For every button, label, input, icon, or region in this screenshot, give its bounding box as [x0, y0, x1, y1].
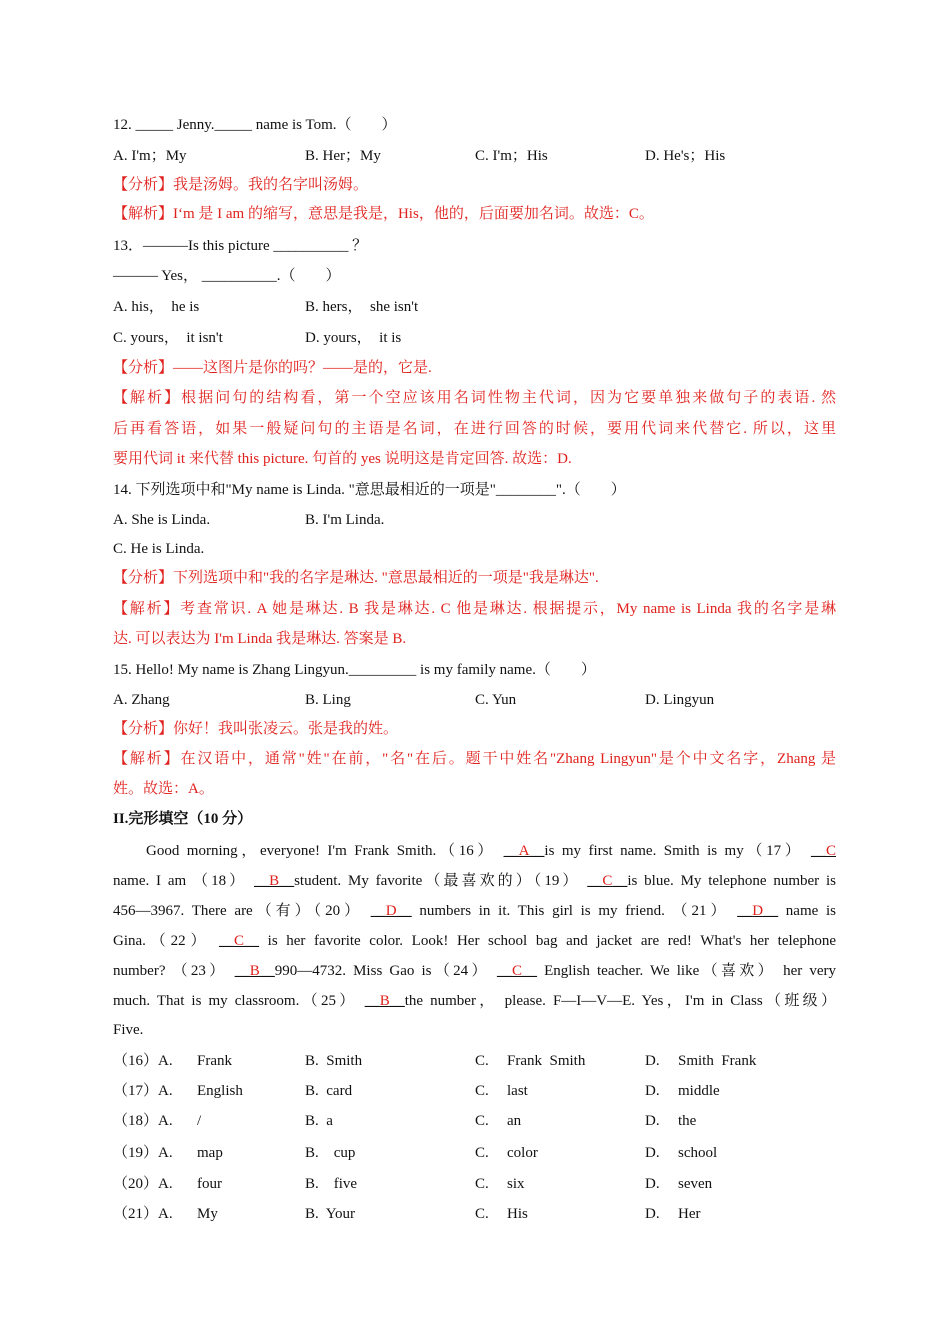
- answer-18: B: [269, 873, 280, 889]
- blank-23: __B__: [234, 963, 275, 979]
- cloze-option-18-num: （18）A.: [113, 1113, 173, 1129]
- cloze-text: the number， please. F—I—V—E. Yes，I'm in Class（班级）: [404, 993, 837, 1009]
- q14-explanation: 【解析】考查常识. A 她是琳达. B 我是琳达. C 他是琳达. 根据提示，My name is Linda 我的名字是琳: [113, 601, 836, 617]
- cloze-option-16-num: （16）A.: [113, 1053, 173, 1069]
- blank-19: __C__: [587, 873, 628, 889]
- cloze-text: English teacher. We like（喜欢） her very: [536, 963, 837, 979]
- q15-option-d: D. Lingyun: [645, 692, 715, 708]
- q13-option-c: C. yours， it isn't: [113, 330, 223, 346]
- cloze-option-17-a: English: [197, 1083, 243, 1099]
- q14-option-a: A. She is Linda.: [113, 512, 211, 528]
- cloze-option-16-a: Frank: [197, 1053, 232, 1069]
- blank-20: __D__: [370, 903, 412, 919]
- cloze-option-20-a: four: [197, 1176, 222, 1192]
- q13-option-d: D. yours， it is: [305, 330, 402, 346]
- cloze-option-21-num: （21）A.: [113, 1206, 173, 1222]
- cloze-option-21-c: C.: [475, 1206, 489, 1222]
- cloze-option-17-c: C.: [475, 1083, 489, 1099]
- blank-17: __C: [810, 843, 836, 859]
- q14-stem: 14. 下列选项中和"My name is Linda. "意思最相近的一项是"________".（ ）: [113, 482, 626, 498]
- q12-analysis: 【分析】我是汤姆。我的名字叫汤姆。: [113, 177, 369, 193]
- q13-explanation: 后再看答语，如果一般疑问句的主语是名词，在进行回答的时候，要用代词来代替它. 所以，这里: [113, 421, 836, 437]
- cloze-option-17-num: （17）A.: [113, 1083, 173, 1099]
- cloze-option-20-b: B. five: [305, 1176, 358, 1192]
- cloze-option-19-dv: school: [678, 1145, 718, 1161]
- cloze-text: 456—3967. There are（有）（20）: [113, 903, 364, 919]
- cloze-option-19-d: D.: [645, 1145, 660, 1161]
- cloze-text: Gina.（22）: [113, 933, 211, 949]
- cloze-option-19-b: B. cup: [305, 1145, 356, 1161]
- answer-21: D: [752, 903, 764, 919]
- q13-stem: 13．———Is this picture __________ ？: [113, 238, 368, 254]
- cloze-option-16-d: D.: [645, 1053, 660, 1069]
- cloze-text: name is: [778, 903, 837, 919]
- blank-21: __D__: [737, 903, 779, 919]
- q13-stem-answer: ——— Yes， __________.（ ）: [113, 268, 341, 284]
- q13-analysis: 【分析】——这图片是你的吗？——是的，它是.: [113, 360, 432, 376]
- cloze-text: is her favorite color. Look! Her school bag and jacket are red! What's her telephone: [259, 933, 836, 949]
- cloze-option-18-cv: an: [507, 1113, 522, 1129]
- cloze-text: Good morning，everyone! I'm Frank Smith.（16）: [146, 843, 497, 859]
- cloze-text: 990—4732. Miss Gao is（24）: [274, 963, 490, 979]
- answer-25: B: [379, 993, 390, 1009]
- cloze-option-20-cv: six: [507, 1176, 525, 1192]
- q14-explanation: 达. 可以表达为 I'm Linda 我是琳达. 答案是 B.: [113, 631, 407, 647]
- cloze-option-19-c: C.: [475, 1145, 489, 1161]
- section-title: II.完形填空（10 分）: [113, 811, 253, 827]
- answer-17: C: [825, 843, 836, 859]
- cloze-option-17-dv: middle: [678, 1083, 720, 1099]
- answer-20: D: [385, 903, 397, 919]
- q12-stem: 12. _____ Jenny._____ name is Tom.（ ）: [113, 117, 397, 133]
- cloze-option-16-c: C.: [475, 1053, 489, 1069]
- q15-option-c: C. Yun: [475, 692, 517, 708]
- q15-explanation: 姓。故选：A。: [113, 781, 214, 797]
- answer-19: C: [602, 873, 613, 889]
- blank-18: __B__: [254, 873, 295, 889]
- cloze-text: numbers in it. This girl is my friend. （21）: [411, 903, 730, 919]
- q15-option-a: A. Zhang: [113, 692, 170, 708]
- cloze-option-18-dv: the: [678, 1113, 697, 1129]
- q12-option-d: D. He's；His: [645, 148, 726, 164]
- cloze-line: [113, 961, 836, 981]
- q15-option-b: B. Ling: [305, 692, 351, 708]
- answer-24: C: [511, 963, 522, 979]
- cloze-option-17-d: D.: [645, 1083, 660, 1099]
- blank-24: __C__: [496, 963, 537, 979]
- q12-option-b: B. Her；My: [305, 148, 381, 164]
- cloze-option-20-dv: seven: [678, 1176, 713, 1192]
- q13-explanation: 【解析】根据问句的结构看，第一个空应该用名词性物主代词，因为它要单独来做句子的表语. 然: [113, 390, 836, 406]
- cloze-option-20-c: C.: [475, 1176, 489, 1192]
- cloze-line: [113, 871, 836, 891]
- cloze-option-16-b: B. Smith: [305, 1053, 363, 1069]
- cloze-option-17-b: B. card: [305, 1083, 353, 1099]
- q15-explanation: 【解析】在汉语中，通常"姓"在前，"名"在后。题干中姓名"Zhang Lingyun"是个中文名字，Zhang 是: [113, 751, 836, 767]
- cloze-text: number? （23）: [113, 963, 228, 979]
- cloze-line: [113, 931, 836, 951]
- cloze-text: is my first name. Smith is my（17）: [544, 843, 804, 859]
- cloze-line: Five.: [113, 1022, 144, 1038]
- cloze-option-18-d: D.: [645, 1113, 660, 1129]
- blank-16: __A__: [503, 843, 545, 859]
- blank-22: __C__: [219, 933, 260, 949]
- q12-option-a: A. I'm；My: [113, 148, 187, 164]
- cloze-line: [146, 841, 836, 861]
- q15-stem: 15. Hello! My name is Zhang Lingyun._________ is my family name.（ ）: [113, 662, 596, 678]
- cloze-text: student. My favorite（最喜欢的）（19）: [294, 873, 581, 889]
- answer-16: A: [518, 843, 530, 859]
- cloze-option-21-cv: His: [507, 1206, 528, 1222]
- cloze-option-16-cv: Frank Smith: [507, 1053, 586, 1069]
- q14-option-c: C. He is Linda.: [113, 541, 205, 557]
- cloze-line: [113, 991, 836, 1011]
- cloze-option-18-c: C.: [475, 1113, 489, 1129]
- q12-option-c: C. I'm；His: [475, 148, 548, 164]
- cloze-option-16-dv: Smith Frank: [678, 1053, 757, 1069]
- cloze-option-18-a: /: [197, 1113, 202, 1129]
- blank-25: __B__: [364, 993, 405, 1009]
- q14-analysis: 【分析】下列选项中和"我的名字是琳达. "意思最相近的一项是"我是琳达".: [113, 570, 599, 586]
- q14-option-b: B. I'm Linda.: [305, 512, 385, 528]
- cloze-option-21-b: B. Your: [305, 1206, 356, 1222]
- q15-analysis: 【分析】你好！我叫张凌云。张是我的姓。: [113, 721, 399, 737]
- cloze-text: much. That is my classroom.（25）: [113, 993, 358, 1009]
- q13-explanation: 要用代词 it 来代替 this picture. 句首的 yes 说明这是肯定回答. 故选：D.: [113, 451, 572, 467]
- cloze-option-21-dv: Her: [678, 1206, 701, 1222]
- q13-option-b: B. hers， she isn't: [305, 299, 419, 315]
- cloze-option-20-d: D.: [645, 1176, 660, 1192]
- q13-option-a: A. his， he is: [113, 299, 200, 315]
- cloze-option-21-d: D.: [645, 1206, 660, 1222]
- cloze-option-19-a: map: [197, 1145, 223, 1161]
- cloze-line: [113, 901, 836, 921]
- cloze-text: is blue. My telephone number is: [627, 873, 837, 889]
- cloze-option-17-cv: last: [507, 1083, 528, 1099]
- cloze-option-21-a: My: [197, 1206, 218, 1222]
- cloze-option-20-num: （20）A.: [113, 1176, 173, 1192]
- cloze-option-19-num: （19）A.: [113, 1145, 173, 1161]
- cloze-option-19-cv: color: [507, 1145, 538, 1161]
- cloze-option-18-b: B. a: [305, 1113, 333, 1129]
- cloze-text: name. I am （18）: [113, 873, 248, 889]
- answer-22: C: [234, 933, 245, 949]
- q12-explanation: 【解析】I‘m 是 I am 的缩写，意思是我是，His，他的，后面要加名词。故选：C。: [113, 206, 654, 222]
- answer-23: B: [249, 963, 260, 979]
